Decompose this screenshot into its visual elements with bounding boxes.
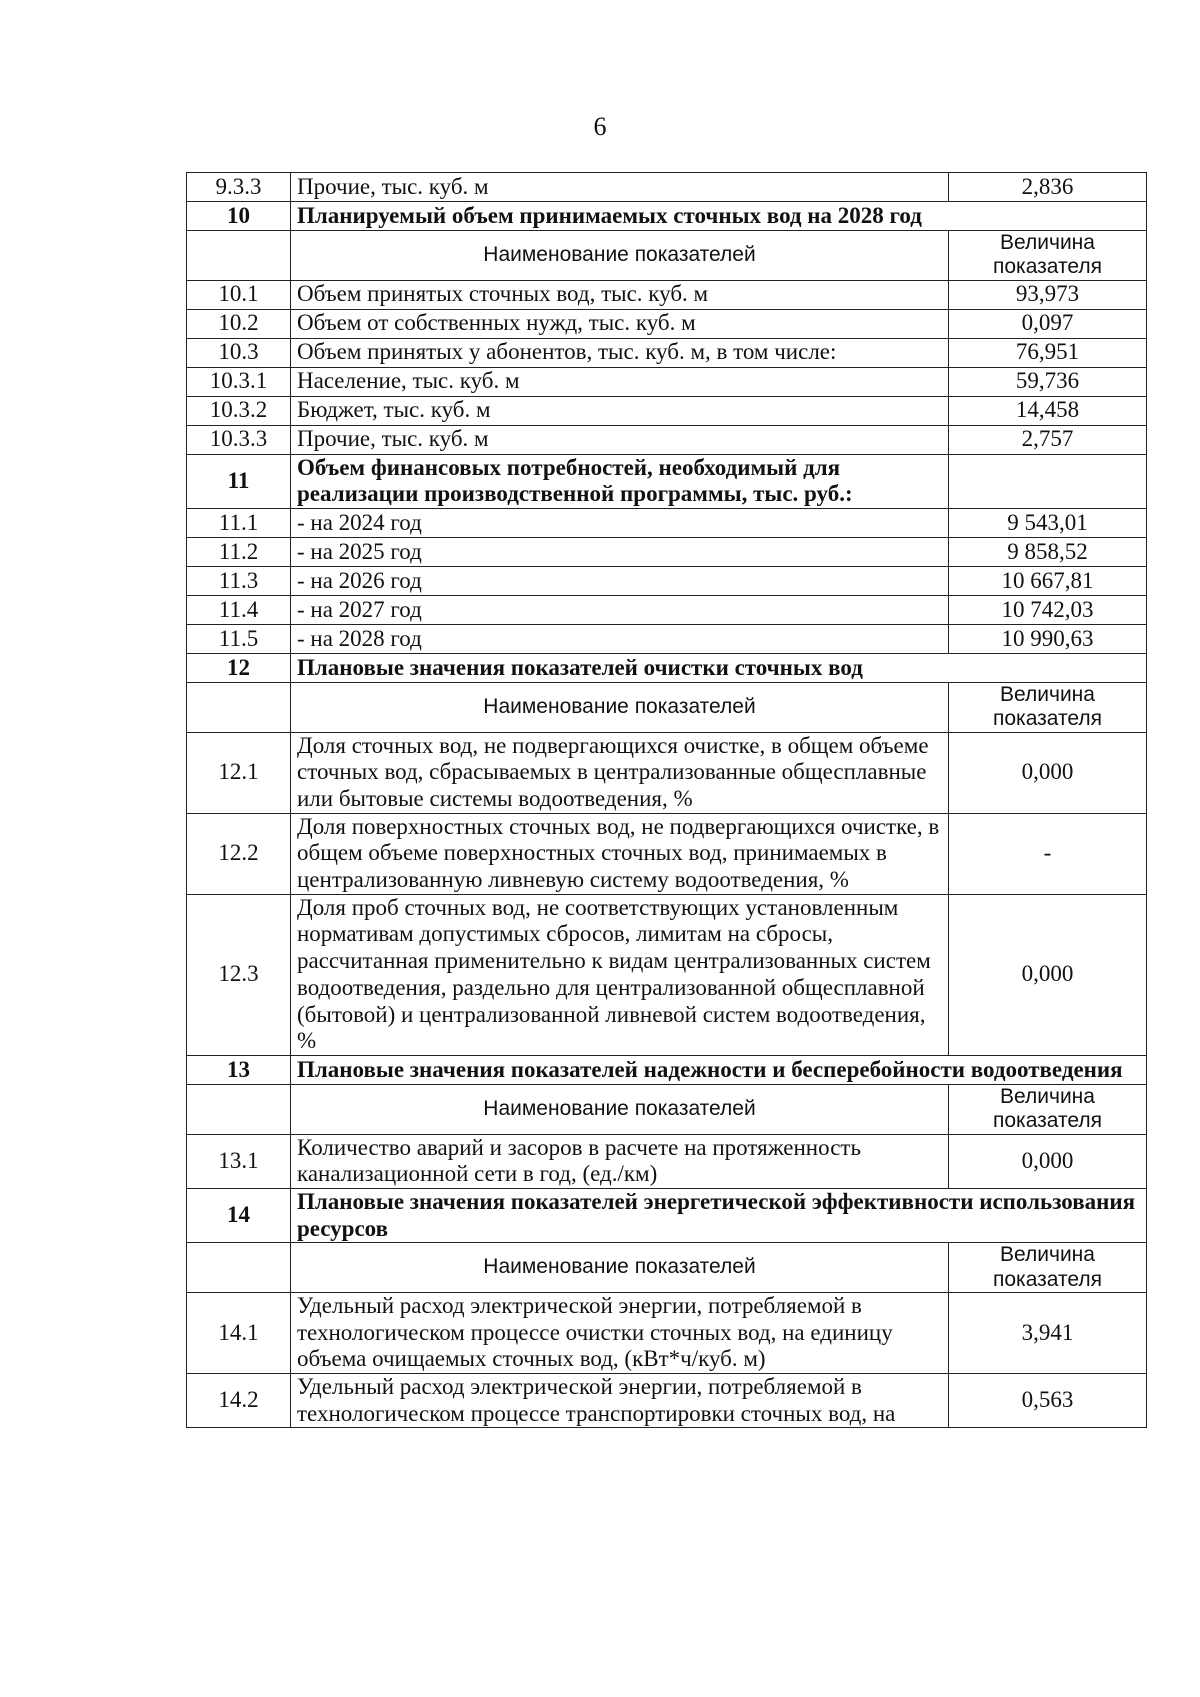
header-empty-cell — [187, 1084, 291, 1134]
row-name: Объем принятых у абонентов, тыс. куб. м, в том числе: — [291, 338, 949, 367]
row-name: Объем от собственных нужд, тыс. куб. м — [291, 309, 949, 338]
row-value: 10 667,81 — [949, 567, 1147, 596]
indicators-table-body — [187, 173, 1147, 1428]
indicators-table — [186, 172, 1147, 1428]
row-name: Доля сточных вод, не подвергающихся очистке, в общем объеме сточных вод, сбрасываемых в централизованные общесплавные или бытовые системы водоотведения, % — [291, 732, 949, 813]
row-number: 9.3.3 — [187, 173, 291, 202]
table-row — [187, 596, 1147, 625]
row-value: 10 742,03 — [949, 596, 1147, 625]
table-row — [187, 894, 1147, 1055]
table-row — [187, 425, 1147, 454]
table-header-row — [187, 1243, 1147, 1293]
section-row — [187, 1188, 1147, 1242]
row-name: Удельный расход электрической энергии, потребляемой в технологическом процессе очистки сточных вод, на единицу объема очищаемых сточных вод, (кВт*ч/куб. м) — [291, 1292, 949, 1373]
row-name: Удельный расход электрической энергии, потребляемой в технологическом процессе транспортировки сточных вод, на — [291, 1373, 949, 1427]
table-row — [187, 625, 1147, 654]
row-name: - на 2027 год — [291, 596, 949, 625]
section-number: 14 — [187, 1188, 291, 1242]
row-value: 76,951 — [949, 338, 1147, 367]
row-value: 0,000 — [949, 732, 1147, 813]
row-name: Доля проб сточных вод, не соответствующих установленным нормативам допустимых сбросов, лимитам на сбросы, рассчитанная применительно к видам централизованных систем водоотведения, раздельно для централизованной общесплавной (бытовой) и централизованной ливневой систем водоотведения, % — [291, 894, 949, 1055]
header-empty-cell — [187, 231, 291, 281]
row-number: 11.5 — [187, 625, 291, 654]
section-row — [187, 654, 1147, 683]
row-value: 0,097 — [949, 309, 1147, 338]
table-row — [187, 813, 1147, 894]
row-value: 93,973 — [949, 280, 1147, 309]
header-empty-cell — [187, 1243, 291, 1293]
row-number: 12.1 — [187, 732, 291, 813]
table-row — [187, 280, 1147, 309]
section-title: Объем финансовых потребностей, необходимый для реализации производственной программы, тыс. руб.: — [291, 454, 949, 508]
row-number: 14.2 — [187, 1373, 291, 1427]
row-value: 10 990,63 — [949, 625, 1147, 654]
row-name: Количество аварий и засоров в расчете на протяженность канализационной сети в год, (ед./км) — [291, 1134, 949, 1188]
row-value: 0,563 — [949, 1373, 1147, 1427]
table-header-row — [187, 683, 1147, 733]
row-name: Население, тыс. куб. м — [291, 367, 949, 396]
row-number: 10.2 — [187, 309, 291, 338]
row-number: 10.3.2 — [187, 396, 291, 425]
header-name-cell: Наименование показателей — [291, 231, 949, 281]
header-name-cell: Наименование показателей — [291, 1084, 949, 1134]
section-number: 11 — [187, 454, 291, 508]
row-name: Доля поверхностных сточных вод, не подвергающихся очистке, в общем объеме поверхностных сточных вод, принимаемых в централизованную ливневую систему водоотведения, % — [291, 813, 949, 894]
section-number: 10 — [187, 202, 291, 231]
row-value: 0,000 — [949, 1134, 1147, 1188]
section-row — [187, 454, 1147, 508]
section-number: 12 — [187, 654, 291, 683]
header-value-cell: Величина показателя — [949, 683, 1147, 733]
table-header-row — [187, 1084, 1147, 1134]
row-number: 12.3 — [187, 894, 291, 1055]
row-value: 59,736 — [949, 367, 1147, 396]
row-name: - на 2024 год — [291, 509, 949, 538]
section-number: 13 — [187, 1055, 291, 1084]
header-value-cell: Величина показателя — [949, 231, 1147, 281]
table-row — [187, 1292, 1147, 1373]
row-value: 3,941 — [949, 1292, 1147, 1373]
row-number: 11.1 — [187, 509, 291, 538]
table-row — [187, 1373, 1147, 1427]
row-name: Прочие, тыс. куб. м — [291, 173, 949, 202]
table-row — [187, 367, 1147, 396]
row-name: Объем принятых сточных вод, тыс. куб. м — [291, 280, 949, 309]
table-row — [187, 309, 1147, 338]
row-name: - на 2026 год — [291, 567, 949, 596]
row-value: 0,000 — [949, 894, 1147, 1055]
section-title: Плановые значения показателей энергетической эффективности использования ресурсов — [291, 1188, 1147, 1242]
row-name: - на 2028 год — [291, 625, 949, 654]
table-row — [187, 509, 1147, 538]
row-value: 9 543,01 — [949, 509, 1147, 538]
row-value: 2,836 — [949, 173, 1147, 202]
header-empty-cell — [187, 683, 291, 733]
row-number: 11.2 — [187, 538, 291, 567]
row-number: 10.3 — [187, 338, 291, 367]
header-value-cell: Величина показателя — [949, 1243, 1147, 1293]
row-number: 13.1 — [187, 1134, 291, 1188]
row-number: 14.1 — [187, 1292, 291, 1373]
row-value: - — [949, 813, 1147, 894]
row-number: 12.2 — [187, 813, 291, 894]
table-row — [187, 338, 1147, 367]
table-row — [187, 567, 1147, 596]
table-row — [187, 538, 1147, 567]
table-row — [187, 1134, 1147, 1188]
row-number: 10.1 — [187, 280, 291, 309]
row-number: 10.3.1 — [187, 367, 291, 396]
row-number: 11.4 — [187, 596, 291, 625]
table-row — [187, 173, 1147, 202]
page-number: 6 — [593, 112, 607, 141]
header-name-cell: Наименование показателей — [291, 683, 949, 733]
row-value: 14,458 — [949, 396, 1147, 425]
section-row — [187, 1055, 1147, 1084]
section-title: Плановые значения показателей очистки сточных вод — [291, 654, 1147, 683]
header-name-cell: Наименование показателей — [291, 1243, 949, 1293]
row-number: 10.3.3 — [187, 425, 291, 454]
section-title: Планируемый объем принимаемых сточных вод на 2028 год — [291, 202, 1147, 231]
row-name: Бюджет, тыс. куб. м — [291, 396, 949, 425]
row-name: - на 2025 год — [291, 538, 949, 567]
table-row — [187, 732, 1147, 813]
table-header-row — [187, 231, 1147, 281]
row-number: 11.3 — [187, 567, 291, 596]
table-row — [187, 396, 1147, 425]
row-value: 2,757 — [949, 425, 1147, 454]
section-row — [187, 202, 1147, 231]
row-value: 9 858,52 — [949, 538, 1147, 567]
row-name: Прочие, тыс. куб. м — [291, 425, 949, 454]
header-value-cell: Величина показателя — [949, 1084, 1147, 1134]
section-value-cell — [949, 454, 1147, 508]
section-title: Плановые значения показателей надежности и бесперебойности водоотведения — [291, 1055, 1147, 1084]
